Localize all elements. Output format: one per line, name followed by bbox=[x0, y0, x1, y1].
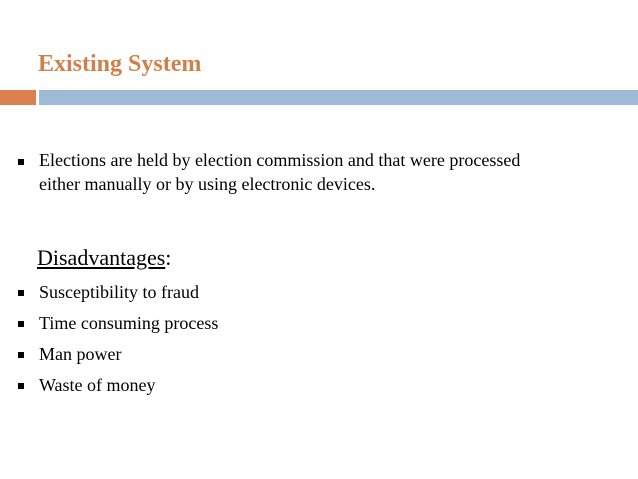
slide-title: Existing System bbox=[38, 51, 202, 77]
intro-line-2: either manually or by using electronic devices. bbox=[39, 174, 376, 194]
list-item-text: Susceptibility to fraud bbox=[39, 282, 199, 302]
square-bullet-icon bbox=[18, 352, 24, 358]
title-accent-bar bbox=[0, 90, 36, 105]
disadvantages-heading-text: Disadvantages bbox=[37, 245, 166, 270]
disadvantages-heading-colon: : bbox=[165, 245, 172, 270]
list-item-text: Time consuming process bbox=[39, 313, 219, 333]
disadvantages-heading bbox=[37, 244, 171, 272]
intro-line-1: Elections are held by election commission and that were processed bbox=[39, 150, 521, 170]
square-bullet-icon bbox=[18, 321, 24, 327]
square-bullet-icon bbox=[18, 159, 24, 165]
square-bullet-icon bbox=[18, 290, 24, 296]
square-bullet-icon bbox=[18, 383, 24, 389]
list-item-text: Man power bbox=[39, 344, 122, 364]
list-item-text: Waste of money bbox=[39, 375, 156, 395]
title-rule-bar bbox=[39, 90, 638, 105]
intro-bullet-text bbox=[39, 148, 520, 196]
